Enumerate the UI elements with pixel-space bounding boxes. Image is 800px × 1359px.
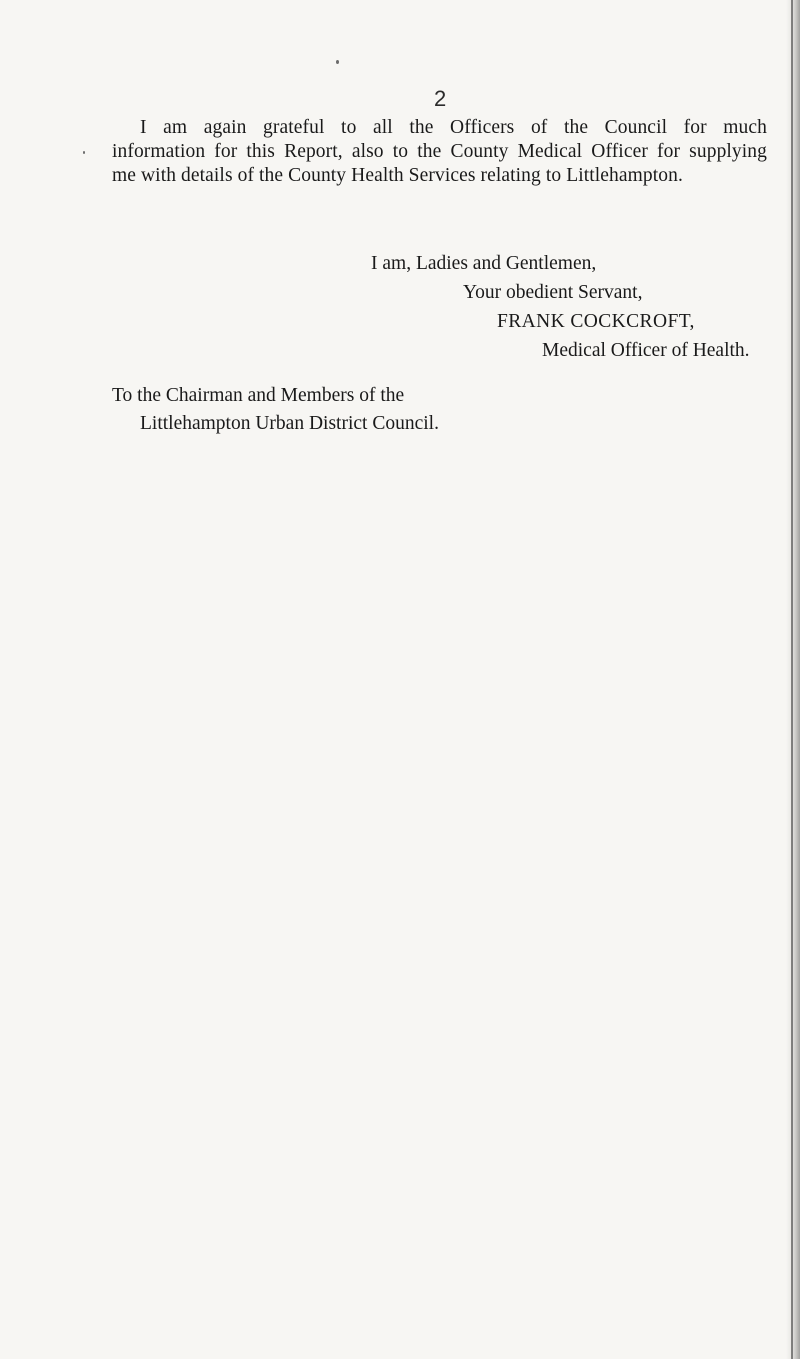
page-number: 2: [434, 86, 447, 111]
signature-closing: Your obedient Servant,: [463, 282, 643, 303]
binding-edge-shadow: [786, 0, 800, 1359]
paragraph-line: me with details of the County Health Services relating to Littlehampton.: [112, 165, 683, 186]
body-paragraph: [112, 116, 767, 188]
paragraph-line: I am again grateful to all the Officers of the Council for much: [140, 117, 767, 138]
paragraph-line: information for this Report, also to the County Medical Officer for supplying: [112, 141, 767, 162]
binding-edge-line: [791, 0, 793, 1359]
addressee-line-1: To the Chairman and Members of the: [112, 385, 405, 406]
paper-speck: [83, 151, 85, 154]
signature-name: FRANK COCKCROFT,: [497, 311, 695, 332]
signature-greeting: I am, Ladies and Gentlemen,: [371, 253, 597, 274]
paper-speck: [336, 60, 339, 64]
addressee-line-2: Littlehampton Urban District Council.: [140, 413, 439, 434]
signature-title: Medical Officer of Health.: [542, 340, 750, 361]
